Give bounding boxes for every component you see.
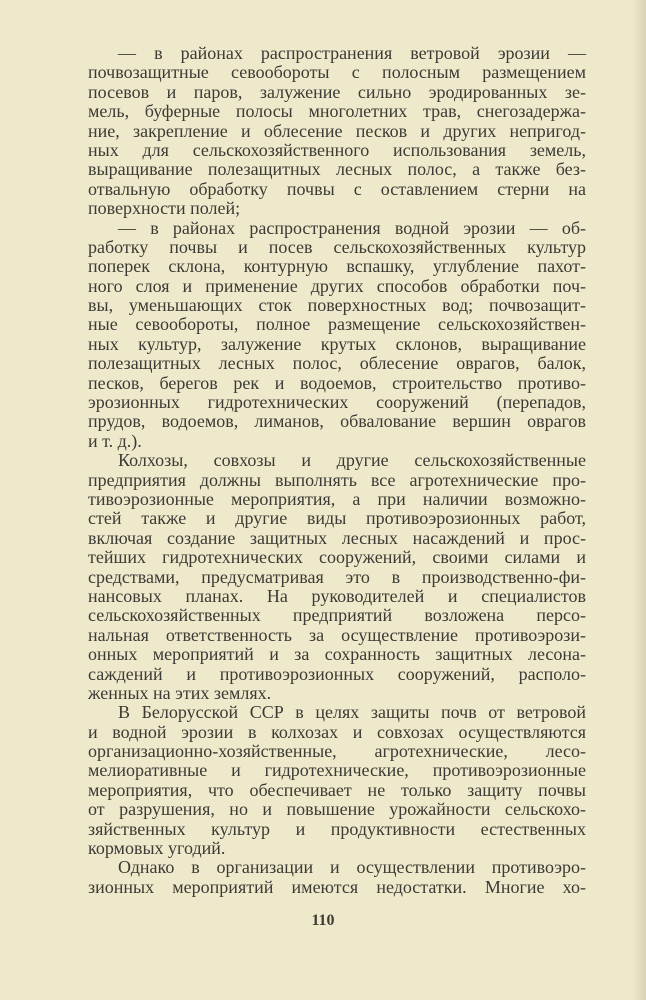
text-line: ных культур, залужение крутых склонов, выращивание <box>88 333 586 354</box>
text-line: отвальную обработку почвы с оставлением стерни на <box>88 178 586 199</box>
text-line: кормовых угодий. <box>88 838 226 859</box>
text-line: включая создание защитных лесных насаждений и прос- <box>88 527 586 548</box>
text-line: поверхности полей; <box>88 198 241 219</box>
text-line: мелиоративные и гидротехнические, противоэрозионные <box>88 760 586 781</box>
text-line: — в районах распространения водной эрозии — об- <box>118 217 586 238</box>
text-line: — в районах распространения ветровой эрозии — <box>118 43 586 63</box>
text-line: ного слоя и применение других способов обработки поч- <box>88 275 586 296</box>
text-line: полезащитных лесных полос, облесение оврагов, балок, <box>88 353 586 374</box>
text-line: В Белорусской ССР в целях защиты почв от ветровой <box>118 702 586 723</box>
body-text <box>88 44 586 897</box>
text-line: посевов и паров, залужение сильно эродированных зе- <box>88 81 586 102</box>
text-line: Однако в организации и осуществлении противоэро- <box>118 857 586 878</box>
text-line: ные севообороты, полное размещение сельскохозяйствен- <box>88 314 586 335</box>
text-line: тейших гидротехнических сооружений, своими силами и <box>88 547 586 568</box>
text-line: зяйственных культур и продуктивности естественных <box>88 818 586 839</box>
text-line: выращивание полезащитных лесных полос, а также без- <box>88 159 586 180</box>
text-line: песков, берегов рек и водоемов, строительство противо- <box>88 372 586 393</box>
text-line: зионных мероприятий имеются недостатки. Многие хо- <box>88 876 586 897</box>
text-line: нальная ответственность за осуществление противоэрози- <box>88 624 586 645</box>
text-line: средствами, предусматривая это в производственно-фи- <box>88 566 586 587</box>
text-line: тивоэрозионные мероприятия, а при наличии возможно- <box>88 488 586 509</box>
text-line: прудов, водоемов, лиманов, обвалование вершин оврагов <box>88 411 586 432</box>
text-line: сельскохозяйственных предприятий возложена персо- <box>88 605 586 626</box>
text-line: организационно-хозяйственные, агротехнические, лесо- <box>88 741 586 762</box>
text-line: саждений и противоэрозионных сооружений, располо- <box>88 663 586 684</box>
text-line: и водной эрозии в колхозах и совхозах осуществляются <box>88 721 586 742</box>
text-line: нансовых планах. На руководителей и специалистов <box>88 585 586 606</box>
text-line: онных мероприятий и за сохранность защитных лесона- <box>88 644 586 665</box>
text-line: от разрушения, но и повышение урожайности сельскохо- <box>88 799 586 820</box>
text-line: ние, закрепление и облесение песков и других непригод- <box>88 120 586 141</box>
text-line: мероприятия, что обеспечивает не только защиту почвы <box>88 779 586 800</box>
text-line: женных на этих землях. <box>88 682 272 703</box>
text-line: Колхозы, совхозы и другие сельскохозяйственные <box>118 450 586 471</box>
text-line: ных для сельскохозяйственного использования земель, <box>88 139 586 160</box>
text-line: работку почвы и посев сельскохозяйственных культур <box>88 236 586 257</box>
text-line: почвозащитные севообороты с полосным размещением <box>88 62 586 83</box>
text-line: поперек склона, контурную вспашку, углубление пахот- <box>88 256 586 277</box>
text-line: предприятия должны выполнять все агротехнические про- <box>88 469 586 490</box>
text-line: и т. д.). <box>88 430 142 451</box>
text-line: стей также и другие виды противоэрозионных работ, <box>88 508 586 529</box>
text-line: мель, буферные полосы многолетних трав, снегозадержа- <box>88 101 586 122</box>
page-edge-shadow <box>632 0 646 1000</box>
text-line: эрозионных гидротехнических сооружений (перепадов, <box>88 392 586 413</box>
page-number: 110 <box>311 912 335 929</box>
text-line: вы, уменьшающих сток поверхностных вод; почвозащит- <box>88 295 586 316</box>
